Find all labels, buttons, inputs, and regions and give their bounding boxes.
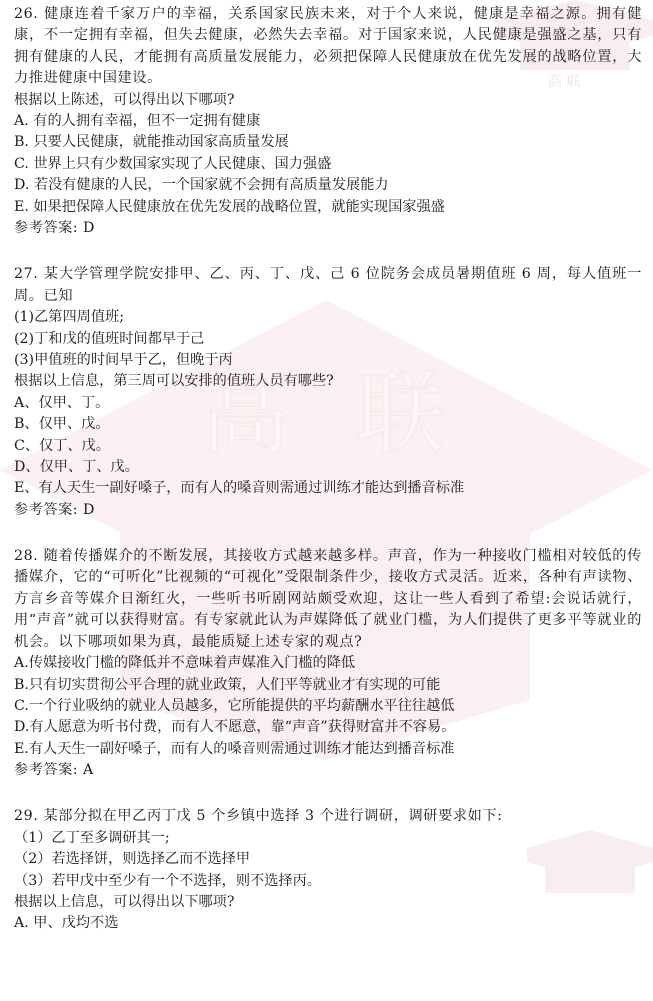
watermark-char-left: 高 [200, 362, 290, 467]
option-a: A. 有的人拥有幸福，但不一定拥有健康 [14, 113, 261, 130]
watermark-top-text: 高 联 [548, 74, 581, 90]
question-27 [14, 264, 642, 521]
question-stem: 26. 健康连着千家万户的幸福，关系国家民族未来，对于个人来说，健康是幸福之源。拥有健康，不一定拥有幸福，但失去健康，必然失去幸福。对于国家来说，人民健康是强盛之基，只有拥有健康的人民，才能拥有高质量发展能力，必须把保障人民健康放在优先发展的战略位置，大力推进健康中国建设。 [14, 6, 642, 87]
option-e: E、有人天生一副好嗓子，而有人的嗓音则需通过训练才能达到播音标准 [14, 480, 465, 497]
option-e: E.有人天生一副好嗓子，而有人的嗓音则需通过训练才能达到播音标准 [14, 740, 455, 757]
option-a: A、仅甲、丁。 [14, 394, 110, 411]
condition-1: (1)乙第四周值班; [14, 309, 125, 326]
option-e: E. 如果把保障人民健康放在优先发展的战略位置，就能实现国家强盛 [14, 198, 445, 215]
option-b: B、仅甲、戊。 [14, 416, 110, 433]
question-stem: 27. 某大学管理学院安排甲、乙、丙、丁、戊、己 6 位院务会成员暑期值班 6 周，每人值班一周。已知 [14, 266, 642, 304]
question-26 [14, 4, 642, 239]
option-c: C、仅丁、戊。 [14, 437, 110, 454]
condition-1: （1）乙丁至多调研其一; [14, 829, 170, 846]
question-stem: 28. 随着传播媒介的不断发展，其接收方式越来越多样。声音，作为一种接收门槛相对较低的传播媒介，它的“可听化”比视频的“可视化”受限制条件少，接收方式灵活。近来，各种有声读物、方言乡音等媒介日渐红火，一些听书听剧网站颇受欢迎，这让一些人看到了希望:会说话就行，用“声音”就可以获得财富。有专家就此认为声媒降低了就业门槛，为人们提供了更多平等就业的机会。以下哪项如果为真，最能质疑上述专家的观点? [14, 548, 642, 650]
question-prompt: 根据以上信息，第三周可以安排的值班人员有哪些? [14, 373, 334, 390]
option-b: B.只有切实贯彻公平合理的就业政策，人们平等就业才有实现的可能 [14, 676, 441, 693]
condition-3: （3）若甲戊中至少有一个不选择，则不选择丙。 [14, 872, 321, 889]
question-prompt: 根据以上信息，可以得出以下哪项? [14, 894, 235, 911]
option-a: A.传媒接收门槛的降低并不意味着声媒准入门槛的降低 [14, 655, 356, 672]
watermark-char-right: 联 [355, 362, 445, 467]
question-29 [14, 806, 642, 934]
condition-3: (3)甲值班的时间早于乙，但晚于丙 [14, 351, 233, 368]
question-prompt: 根据以上陈述，可以得出以下哪项? [14, 91, 235, 108]
option-b: B. 只要人民健康，就能推动国家高质量发展 [14, 134, 289, 151]
option-d: D、仅甲、丁、戊。 [14, 458, 139, 475]
option-d: D. 若没有健康的人民，一个国家就不会拥有高质量发展能力 [14, 177, 389, 194]
option-c: C. 世界上只有少数国家实现了人民健康、国力强盛 [14, 155, 332, 172]
option-a: A. 甲、戊均不选 [14, 915, 119, 932]
question-stem: 29. 某部分拟在甲乙丙丁戊 5 个乡镇中选择 3 个进行调研，调研要求如下: [14, 808, 503, 825]
reference-answer: 参考答案: A [14, 762, 94, 779]
option-d: D.有人愿意为听书付费，而有人不愿意，靠“声音”获得财富并不容易。 [14, 719, 456, 736]
condition-2: (2)丁和戊的值班时间都早于己 [14, 330, 205, 347]
question-28 [14, 546, 642, 781]
condition-2: （2）若选择饼，则选择乙而不选择甲 [14, 851, 251, 868]
reference-answer: 参考答案: D [14, 501, 95, 518]
document-page [14, 4, 642, 960]
reference-answer: 参考答案: D [14, 219, 95, 236]
option-c: C.一个行业吸纳的就业人员越多，它所能提供的平均薪酬水平往往越低 [14, 697, 455, 714]
